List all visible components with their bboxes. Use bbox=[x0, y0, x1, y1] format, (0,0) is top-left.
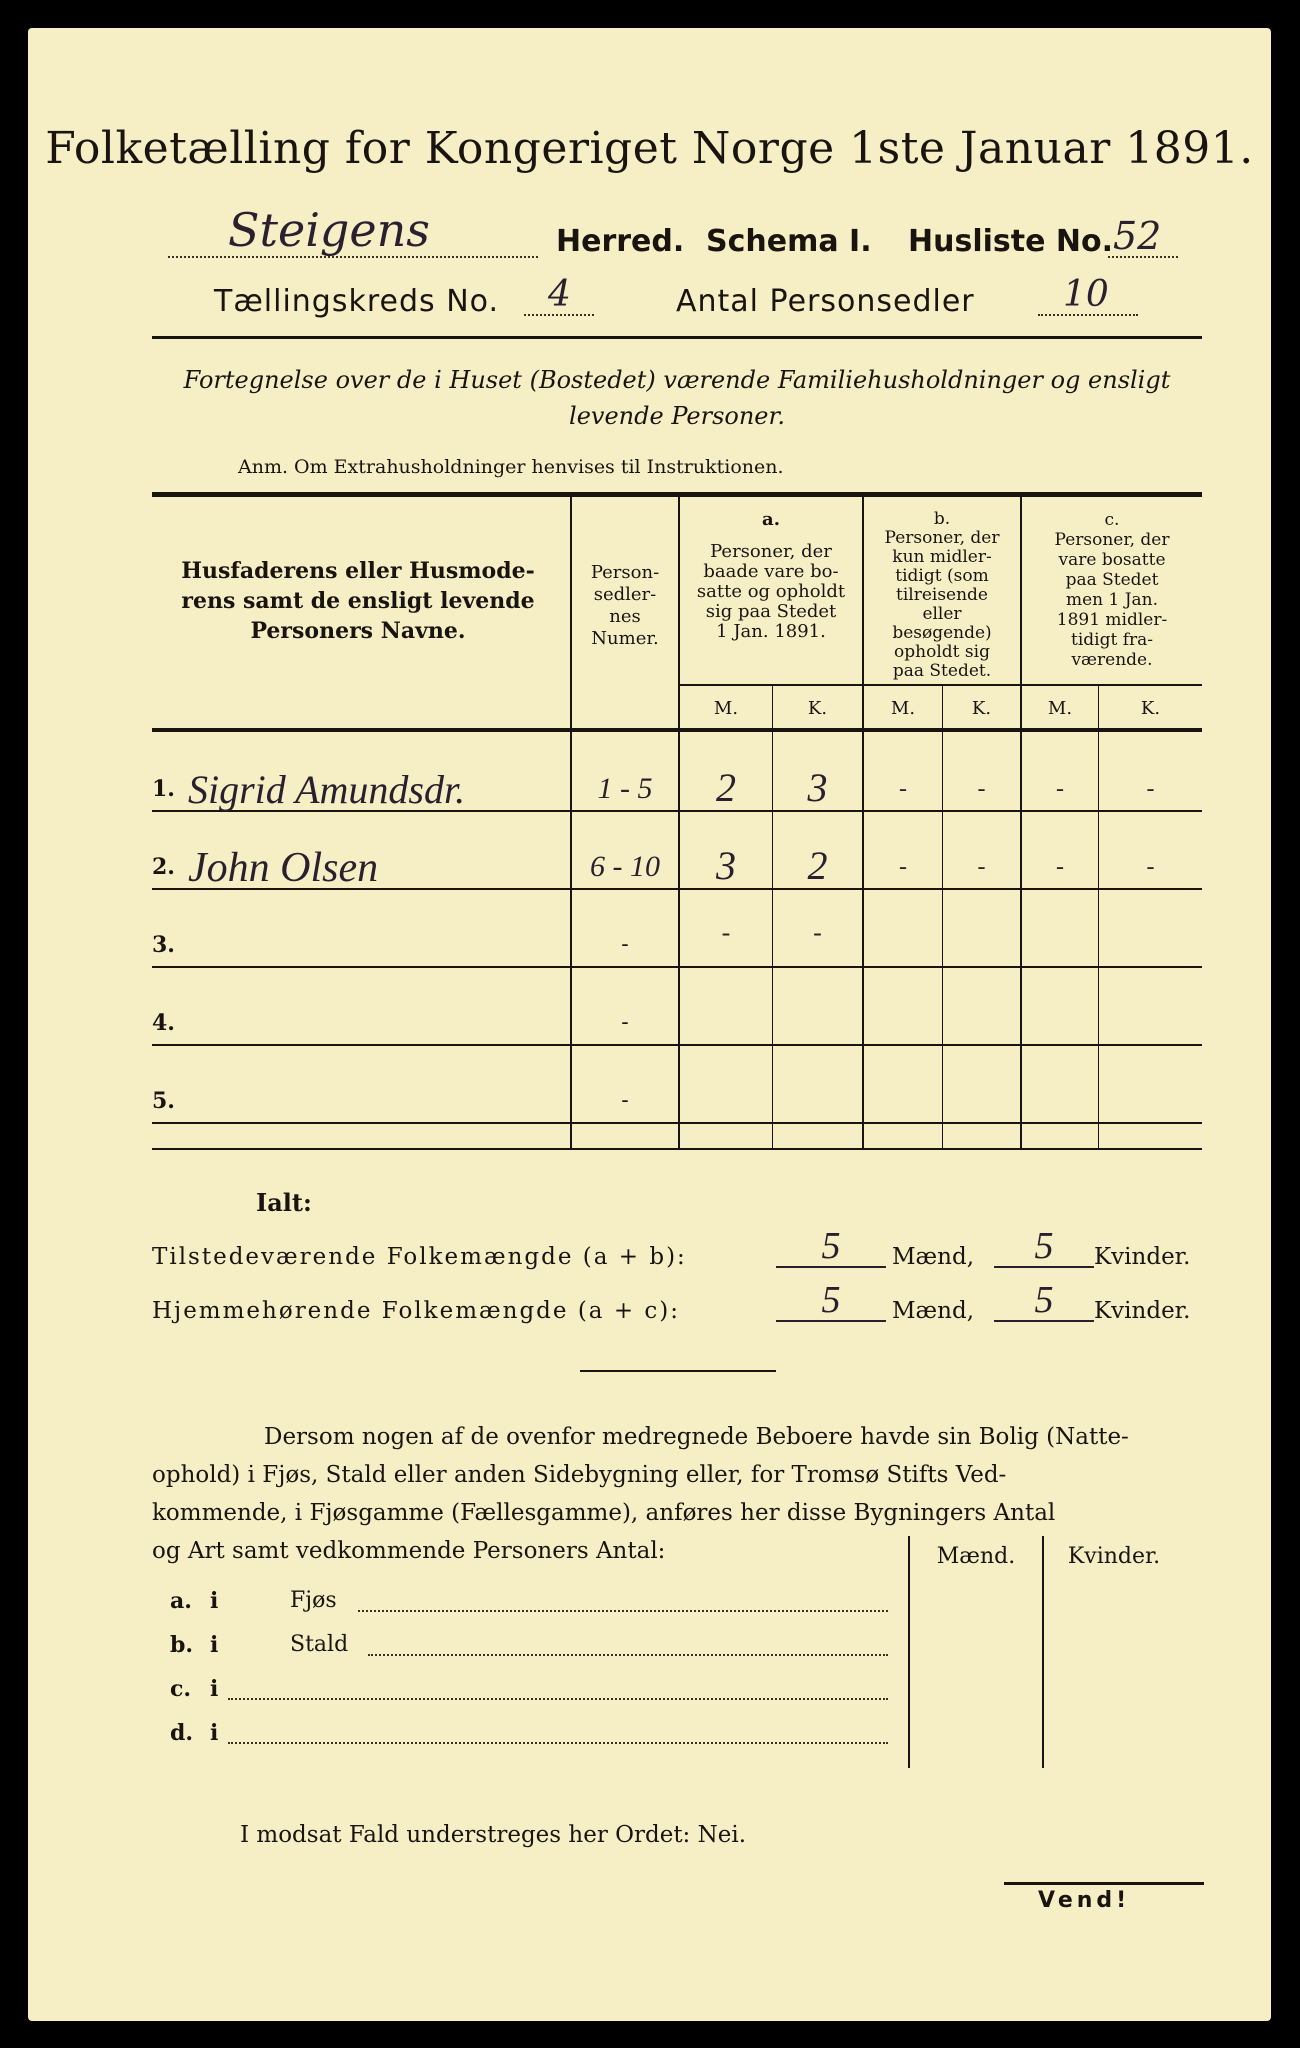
row-c-k: - bbox=[1146, 854, 1155, 880]
col-a-line: baade vare bo- bbox=[703, 561, 839, 582]
sub-header-c-m: M. bbox=[1047, 698, 1073, 719]
totals-present-label: Tilstedeværende Folkemængde (a + b): bbox=[152, 1244, 687, 1270]
col-header-num-line: sedler- bbox=[593, 584, 657, 605]
col-b-letter: b. bbox=[933, 509, 951, 529]
footer-note: I modsat Fald understreges her Ordet: Nei. bbox=[240, 1822, 747, 1848]
row-person-numbers: - bbox=[621, 932, 629, 957]
col-c-line: værende. bbox=[1071, 650, 1153, 670]
antal-value: 10 bbox=[1063, 274, 1109, 315]
row-b-m: - bbox=[899, 854, 907, 880]
col-header-num-line: Person- bbox=[590, 562, 660, 583]
row-person-numbers: 6 - 10 bbox=[590, 850, 660, 883]
paragraph-line: og Art samt vedkommende Personers Antal: bbox=[152, 1538, 666, 1564]
antal-label: Antal Personsedler bbox=[676, 284, 975, 319]
kreds-label: Tællingskreds No. bbox=[214, 284, 499, 319]
row-number: 2. bbox=[152, 854, 175, 880]
table-bottom-rule bbox=[152, 1148, 1202, 1150]
header-rule bbox=[152, 336, 1202, 339]
totals-resident-men: 5 bbox=[821, 1279, 841, 1321]
col-c-line: vare bosatte bbox=[1058, 550, 1166, 570]
dotted-leader bbox=[358, 1606, 888, 1612]
col-header-c bbox=[1022, 510, 1202, 670]
section-divider bbox=[580, 1370, 776, 1372]
sub-header-a-k: K. bbox=[807, 698, 828, 719]
totals-present-men: 5 bbox=[821, 1225, 841, 1267]
building-row-i: i bbox=[210, 1588, 219, 1614]
row-b-k: - bbox=[977, 854, 986, 880]
row-c-m: - bbox=[1056, 854, 1064, 880]
sub-header-b-m: M. bbox=[890, 698, 916, 719]
building-row-letter: d. bbox=[170, 1720, 194, 1746]
row-person-numbers: 1 - 5 bbox=[597, 772, 653, 805]
col-header-num-line: Numer. bbox=[591, 628, 659, 649]
ialt-label: Ialt: bbox=[256, 1188, 312, 1217]
kvinder-label: Kvinder. bbox=[1094, 1244, 1191, 1270]
col-b-line: tidigt (som bbox=[895, 566, 989, 586]
mk-divider bbox=[772, 686, 773, 1148]
row-name: John Olsen bbox=[188, 845, 379, 891]
sub-header-b-k: K. bbox=[971, 698, 992, 719]
col-a-line: Personer, der bbox=[710, 541, 832, 562]
col-header-num bbox=[572, 562, 678, 650]
building-row-i: i bbox=[210, 1676, 219, 1702]
paragraph-line: Dersom nogen af de ovenfor medregnede Beboere havde sin Bolig (Natte- bbox=[264, 1424, 1129, 1450]
intro-line-1: Fortegnelse over de i Huset (Bostedet) værende Familiehusholdninger og ensligt bbox=[183, 366, 1171, 394]
buildings-col-divider bbox=[908, 1536, 910, 1768]
paragraph-line: ophold) i Fjøs, Stald eller anden Sidebygning eller, for Tromsø Stifts Ved- bbox=[152, 1462, 1007, 1488]
building-row-label: Fjøs bbox=[290, 1588, 337, 1613]
herred-value: Steigens bbox=[228, 203, 430, 257]
col-b-line: tilreisende bbox=[895, 585, 988, 605]
row-a-k: - bbox=[813, 918, 822, 947]
husliste-label: Husliste No. bbox=[908, 224, 1113, 259]
building-row-i: i bbox=[210, 1720, 219, 1746]
row-rule bbox=[152, 966, 1202, 968]
herred-label: Herred. bbox=[556, 224, 685, 259]
col-a-line: 1 Jan. 1891. bbox=[716, 621, 826, 642]
col-c-letter: c. bbox=[1104, 510, 1120, 530]
table-top-rule bbox=[152, 492, 1202, 497]
schema-label: Schema I. bbox=[706, 224, 872, 259]
row-a-m: 3 bbox=[716, 843, 736, 888]
maend-label: Mænd, bbox=[892, 1298, 975, 1324]
kvinder-label: Kvinder. bbox=[1094, 1298, 1191, 1324]
dotted-leader bbox=[228, 1738, 888, 1744]
mk-header-rule bbox=[680, 684, 1202, 686]
col-c-line: 1891 midler- bbox=[1056, 610, 1168, 630]
col-header-b bbox=[864, 510, 1020, 681]
row-a-k: 3 bbox=[807, 765, 828, 810]
row-person-numbers: - bbox=[621, 1088, 629, 1113]
mk-divider bbox=[942, 686, 943, 1148]
building-row-letter: a. bbox=[170, 1588, 192, 1614]
col-c-line: paa Stedet bbox=[1065, 570, 1159, 590]
mk-divider bbox=[1098, 686, 1099, 1148]
building-row-letter: c. bbox=[170, 1676, 192, 1702]
husliste-value: 52 bbox=[1113, 214, 1162, 258]
dotted-leader bbox=[368, 1650, 888, 1656]
col-header-name-line: rens samt de ensligt levende bbox=[181, 588, 535, 614]
col-header-name bbox=[158, 556, 558, 646]
intro-line-2: levende Personer. bbox=[569, 402, 785, 430]
col-b-line: besøgende) bbox=[892, 623, 992, 643]
totals-resident-women: 5 bbox=[1034, 1279, 1054, 1321]
col-b-line: paa Stedet. bbox=[892, 661, 992, 681]
sub-header-a-m: M. bbox=[713, 698, 739, 719]
col-header-num-line: nes bbox=[609, 606, 641, 627]
col-b-line: opholdt sig bbox=[894, 642, 990, 662]
table-header-rule bbox=[152, 728, 1202, 732]
maend-label: Mænd, bbox=[892, 1244, 975, 1270]
vend-rule bbox=[1004, 1882, 1204, 1885]
row-c-k: - bbox=[1146, 776, 1155, 802]
row-number: 4. bbox=[152, 1010, 175, 1036]
sub-header-c-k: K. bbox=[1140, 698, 1161, 719]
buildings-kvinder-header: Kvinder. bbox=[1067, 1544, 1161, 1569]
row-name: Sigrid Amundsdr. bbox=[188, 767, 466, 812]
totals-resident-label: Hjemmehørende Folkemængde (a + c): bbox=[152, 1298, 680, 1324]
building-row-label: Stald bbox=[290, 1632, 349, 1657]
census-form-page bbox=[28, 28, 1271, 2021]
building-row-letter: b. bbox=[170, 1632, 194, 1658]
col-a-line: sig paa Stedet bbox=[705, 601, 837, 622]
col-header-name-line: Personers Navne. bbox=[250, 618, 466, 644]
row-rule bbox=[152, 1122, 1202, 1124]
dotted-leader bbox=[228, 1694, 888, 1700]
totals-present-women: 5 bbox=[1034, 1225, 1054, 1267]
vend-label: Vend! bbox=[1038, 1888, 1131, 1913]
col-b-line: eller bbox=[922, 604, 962, 624]
anm-note: Anm. Om Extrahusholdninger henvises til Instruktionen. bbox=[238, 456, 784, 478]
col-c-line: Personer, der bbox=[1054, 530, 1170, 550]
col-b-line: Personer, der bbox=[884, 528, 1000, 548]
col-header-name-line: Husfaderens eller Husmode- bbox=[181, 558, 535, 584]
row-number: 5. bbox=[152, 1088, 175, 1114]
row-b-k: - bbox=[977, 776, 986, 802]
row-b-m: - bbox=[899, 776, 907, 802]
col-a-letter: a. bbox=[762, 509, 780, 530]
col-c-line: men 1 Jan. bbox=[1065, 590, 1159, 610]
col-c-line: tidigt fra- bbox=[1070, 630, 1153, 650]
row-a-m: 2 bbox=[716, 765, 736, 810]
col-header-a bbox=[680, 510, 862, 642]
row-c-m: - bbox=[1056, 776, 1064, 802]
row-person-numbers: - bbox=[621, 1010, 629, 1035]
buildings-col-divider bbox=[1042, 1536, 1044, 1768]
buildings-maend-header: Mænd. bbox=[936, 1544, 1016, 1569]
col-a-line: satte og opholdt bbox=[696, 581, 846, 602]
building-row-i: i bbox=[210, 1632, 219, 1658]
row-a-m: - bbox=[721, 918, 731, 947]
row-rule bbox=[152, 1044, 1202, 1046]
paragraph-line: kommende, i Fjøsgamme (Fællesgamme), anføres her disse Bygningers Antal bbox=[152, 1500, 1056, 1526]
row-a-k: 2 bbox=[807, 843, 828, 888]
row-number: 1. bbox=[152, 776, 175, 802]
col-b-line: kun midler- bbox=[892, 547, 992, 567]
form-title: Folketælling for Kongeriget Norge 1ste Januar 1891. bbox=[45, 123, 1254, 174]
row-number: 3. bbox=[152, 932, 175, 958]
kreds-value: 4 bbox=[548, 274, 571, 315]
